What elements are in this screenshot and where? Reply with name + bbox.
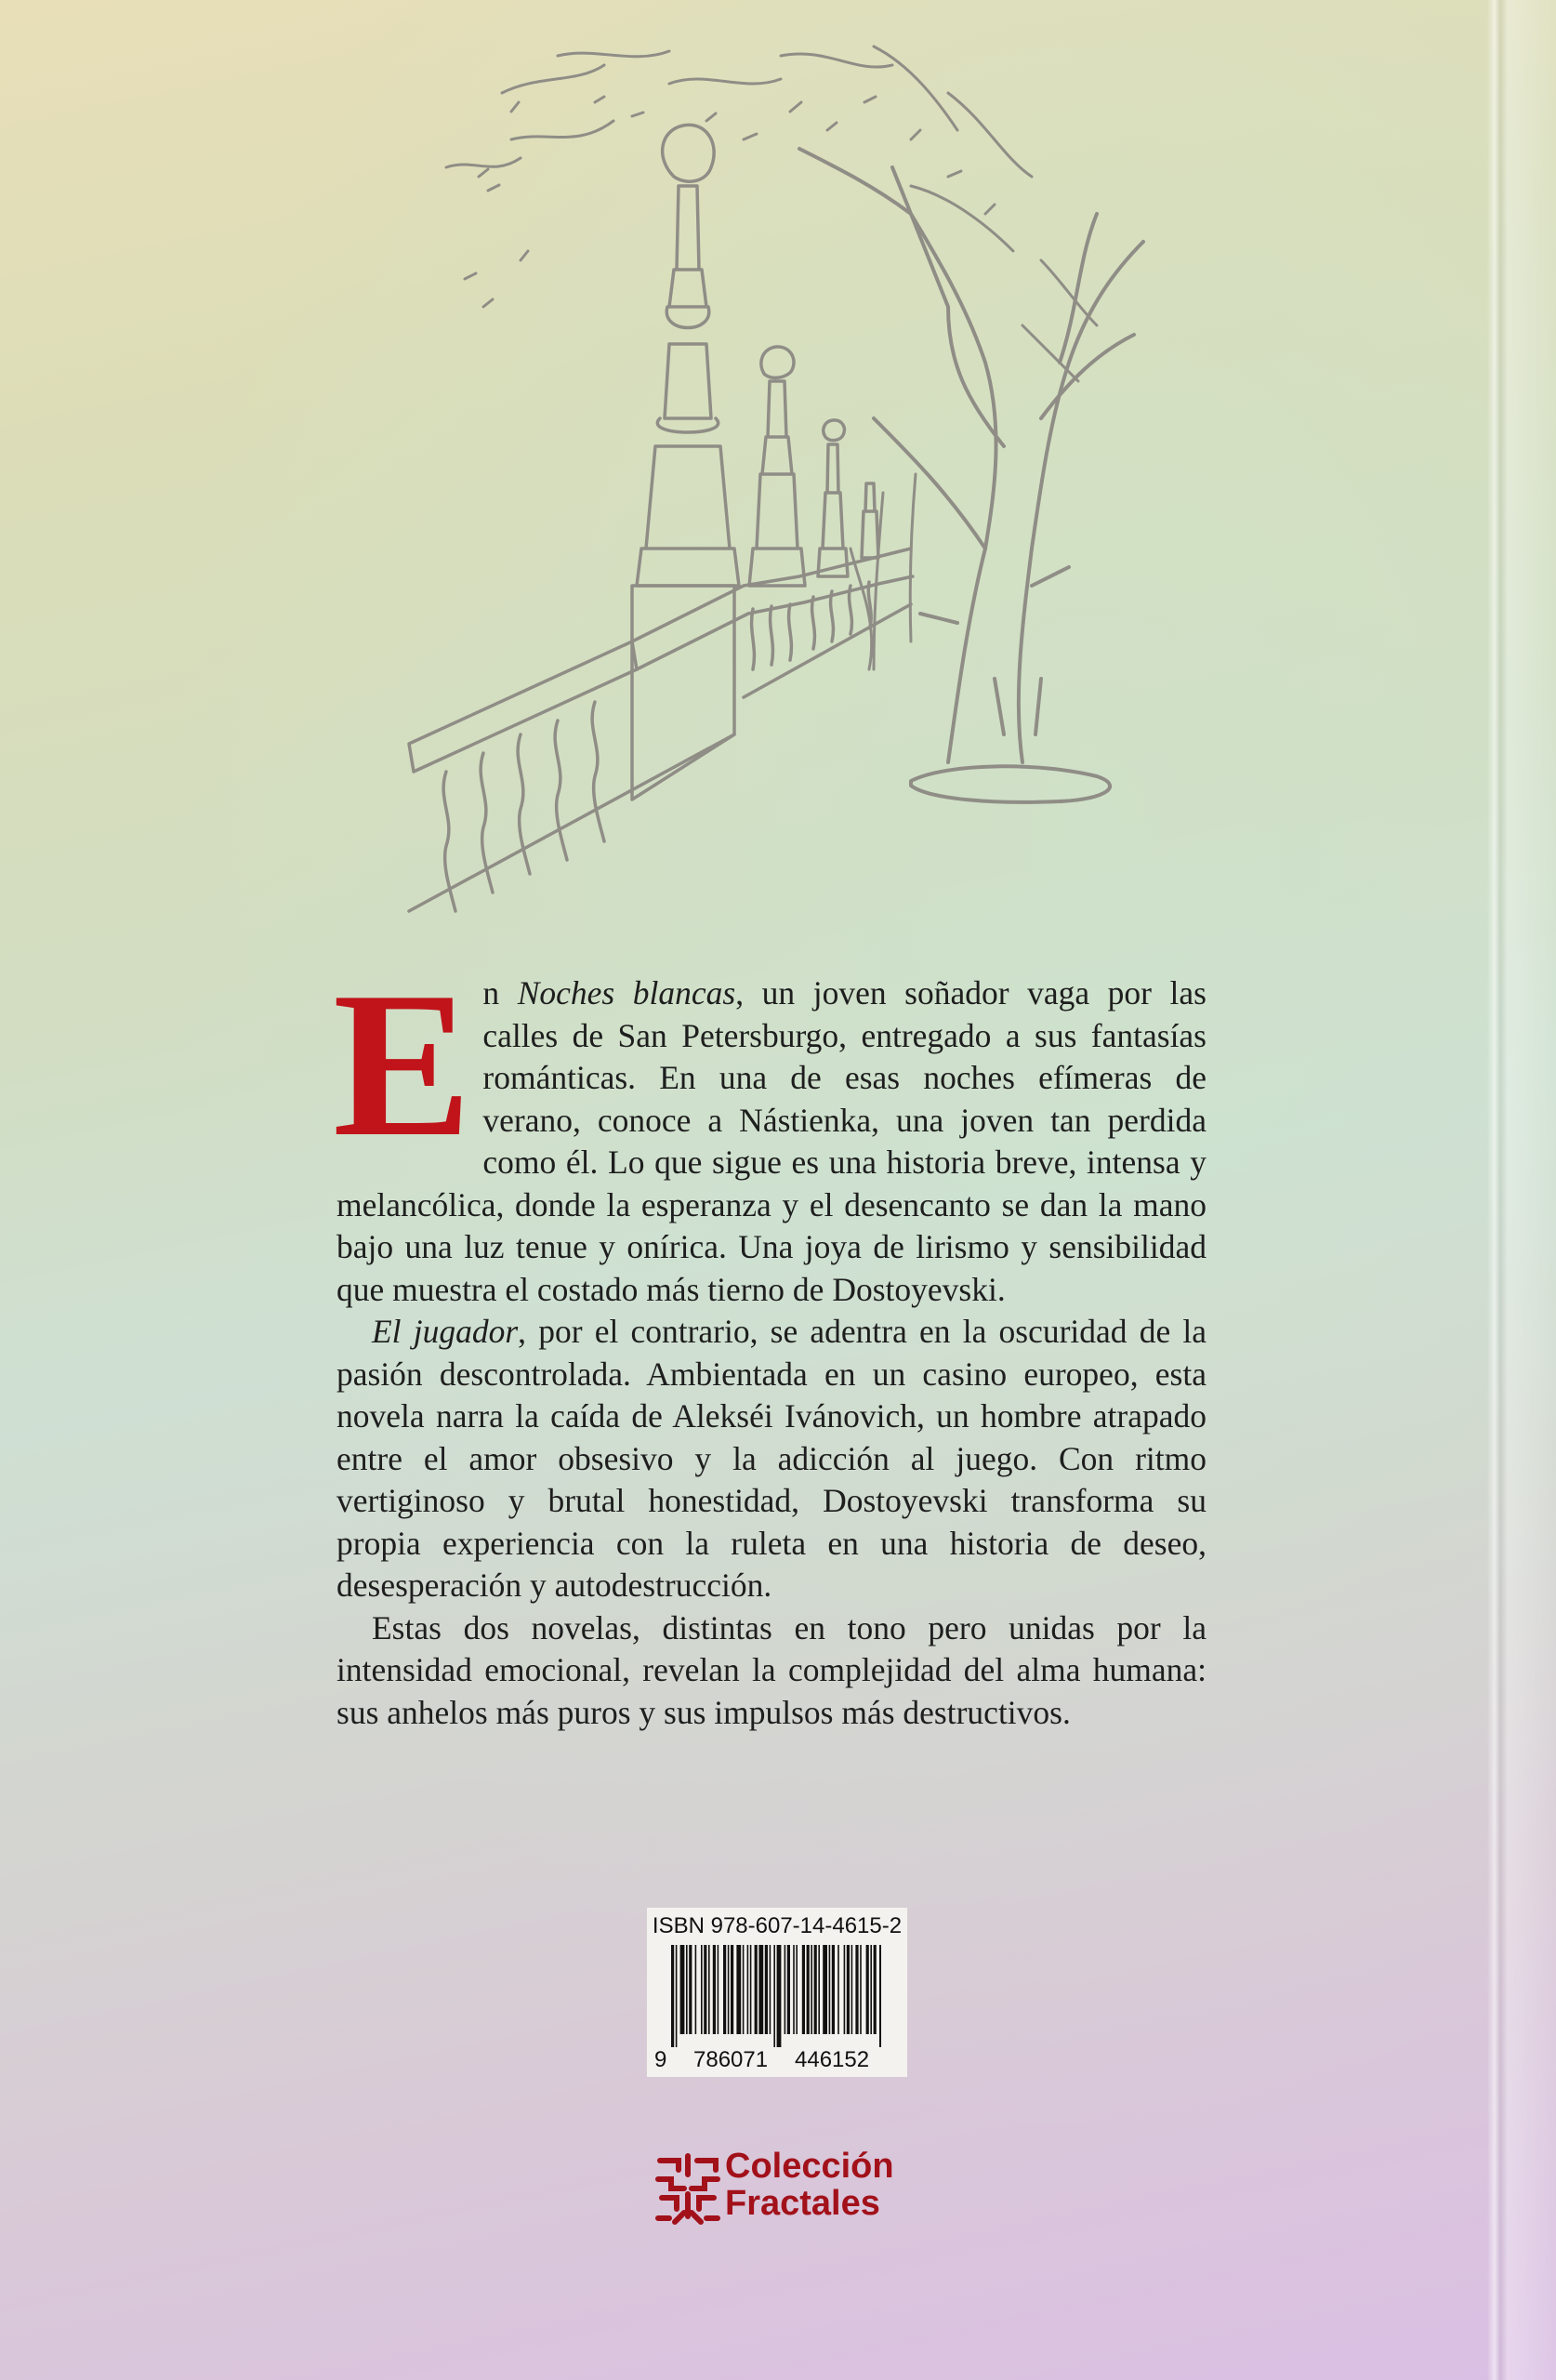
title-noches-blancas: Noches blancas xyxy=(517,974,736,1012)
barcode-digits-right: 446152 xyxy=(795,2047,870,2072)
synopsis-paragraph-1 xyxy=(333,949,1207,1311)
barcode-digits xyxy=(647,2047,907,2075)
logo-line-1: Colección xyxy=(725,2147,894,2186)
logo-text xyxy=(725,2148,894,2222)
paragraph-text: , un joven soñador vaga por las calles de San Petersburgo, entregado a sus fantasías románticas. En una de esas noches efímeras de verano, conoce a Nástienka, una joven tan perdida como él. Lo que sigue es una historia breve, intensa y melancólica, donde la esperanza y el desencanto se dan la mano bajo una luz tenue y onírica. Una joya de lirismo y sensibilidad que muestra el costado más tierno de Dostoyevski. xyxy=(336,974,1207,1308)
paragraph-text: , por el contrario, se adentra en la oscuridad de la pasión descontrolada. Ambientada en un casino europeo, esta novela narra la caída de Alekséi Ivánovich, un hombre atrapado entre el amor obsesivo y la adicción al juego. Con ritmo vertiginoso y brutal honestidad, Dostoyevski transforma su propia experiencia con la ruleta en una historia de deseo, desesperación y autodestrucción. xyxy=(336,1313,1207,1604)
paragraph-lead: n xyxy=(482,974,518,1012)
isbn-barcode-box xyxy=(647,1908,907,2077)
isbn-label: ISBN 978-607-14-4615-2 xyxy=(652,1913,903,1938)
drop-cap: E xyxy=(333,949,472,1180)
synopsis-paragraph-2 xyxy=(336,1311,1207,1607)
barcode-digits-left: 786071 xyxy=(693,2047,769,2072)
barcode-digit-lead: 9 xyxy=(654,2047,667,2072)
spine-edge xyxy=(1487,0,1556,2380)
title-el-jugador: El jugador xyxy=(372,1313,519,1350)
logo-line-2: Fractales xyxy=(725,2184,880,2223)
synopsis-paragraph-3: Estas dos novelas, distintas en tono pero unidas por la intensidad emocional, revelan la complejidad del alma humana: sus anhelos más puros y sus impulsos más destructivos. xyxy=(336,1608,1207,1731)
coleccion-fractales-logo xyxy=(651,2146,930,2229)
synopsis-text xyxy=(333,949,1207,1734)
barcode xyxy=(671,1945,881,2047)
street-lamps-sketch-icon xyxy=(390,28,1162,939)
fractal-logo-icon xyxy=(651,2151,725,2226)
